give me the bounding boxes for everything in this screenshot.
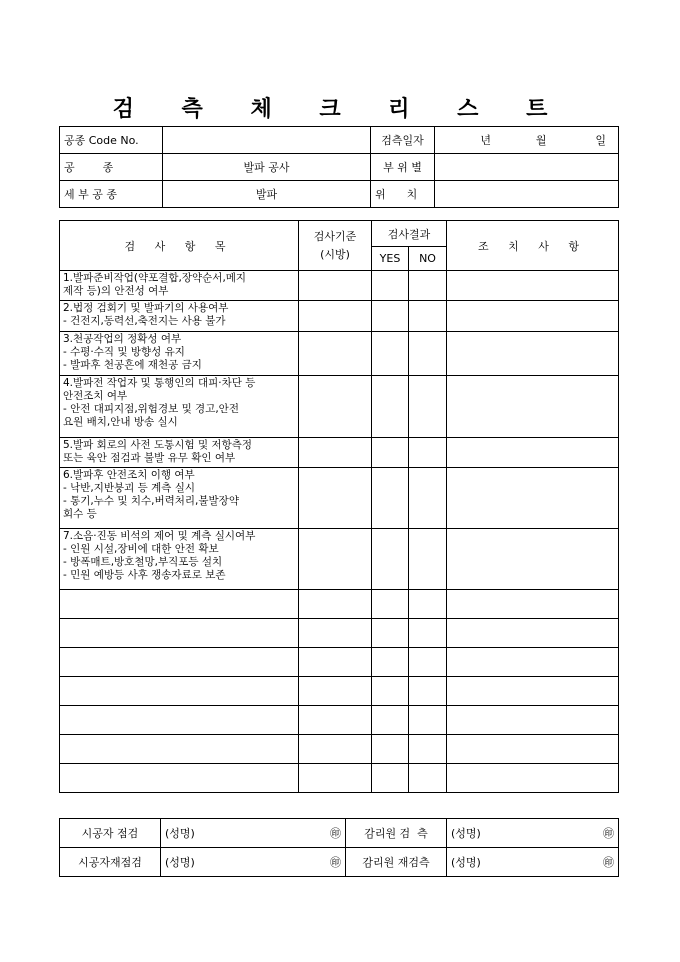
standard-header-label: 검사기준: [313, 229, 357, 243]
date-label: 검측일자: [371, 127, 435, 154]
check-item-7: 7.소음·진동 비석의 제어 및 계측 실시여부 - 인원 시설,장비에 대한 안전 확보 - 방폭매트,방호철망,부직포등 설치 - 민원 예방등 사후 쟁송자료로 보존: [60, 529, 299, 590]
blank-standard[interactable]: [299, 590, 372, 619]
month-label: 월: [535, 134, 547, 147]
blank-row: [60, 677, 619, 706]
check-standard-6[interactable]: [299, 468, 372, 529]
subtype-label: 세 부 공 종: [60, 181, 163, 208]
blank-yes[interactable]: [372, 648, 409, 677]
blank-action[interactable]: [447, 735, 619, 764]
standard-header: [299, 221, 372, 271]
check-item-4: 4.발파전 작업자 및 통행인의 대피·차단 등 안전조치 여부 - 안전 대피지점,위험경보 및 경고,안전 요원 배치,안내 방송 실시: [60, 376, 299, 438]
check-action-1[interactable]: [447, 271, 619, 301]
check-row-6: [60, 468, 619, 529]
sign-row-check: [60, 819, 619, 848]
blank-row: [60, 619, 619, 648]
result-header: 검사결과: [372, 221, 447, 247]
check-action-2[interactable]: [447, 301, 619, 332]
blank-no[interactable]: [409, 619, 447, 648]
blank-standard[interactable]: [299, 648, 372, 677]
blank-no[interactable]: [409, 735, 447, 764]
supervisor-check-label: 감리원 검 측: [346, 819, 447, 848]
check-no-6[interactable]: [409, 468, 447, 529]
subtype-value[interactable]: 발파: [163, 181, 371, 208]
blank-yes[interactable]: [372, 677, 409, 706]
check-action-7[interactable]: [447, 529, 619, 590]
checklist-header-row: [60, 221, 619, 247]
check-no-2[interactable]: [409, 301, 447, 332]
item-header: 검 사 항 목: [60, 221, 299, 271]
name-label: (성명): [451, 856, 481, 869]
check-standard-7[interactable]: [299, 529, 372, 590]
contractor-recheck-label: 시공자재점검: [60, 848, 161, 877]
blank-standard[interactable]: [299, 764, 372, 793]
check-item-6: 6.발파후 안전조치 이행 여부 - 낙반,지반붕괴 등 계측 실시 - 통기,누수 및 치수,버력처리,불발장약 회수 등: [60, 468, 299, 529]
check-no-1[interactable]: [409, 271, 447, 301]
check-yes-6[interactable]: [372, 468, 409, 529]
check-no-3[interactable]: [409, 332, 447, 376]
blank-row: [60, 706, 619, 735]
blank-item[interactable]: [60, 735, 299, 764]
date-value[interactable]: [435, 127, 619, 154]
seal-icon: ㊞: [330, 827, 341, 840]
info-row-code: [60, 127, 619, 154]
check-action-4[interactable]: [447, 376, 619, 438]
check-item-2: 2.법정 검회기 및 발파기의 사용여부 - 건전지,동력선,축전지는 사용 불가: [60, 301, 299, 332]
check-standard-4[interactable]: [299, 376, 372, 438]
check-no-4[interactable]: [409, 376, 447, 438]
yes-header: YES: [372, 247, 409, 271]
blank-yes[interactable]: [372, 764, 409, 793]
check-standard-2[interactable]: [299, 301, 372, 332]
check-yes-2[interactable]: [372, 301, 409, 332]
action-header: 조 치 사 항: [447, 221, 619, 271]
blank-standard[interactable]: [299, 619, 372, 648]
blank-item[interactable]: [60, 619, 299, 648]
blank-action[interactable]: [447, 677, 619, 706]
check-item-3: 3.천공작업의 정확성 여부 - 수평·수직 및 방향성 유지 - 발파후 천공흔에 재천공 금지: [60, 332, 299, 376]
check-yes-1[interactable]: [372, 271, 409, 301]
check-action-5[interactable]: [447, 438, 619, 468]
blank-standard[interactable]: [299, 677, 372, 706]
blank-standard[interactable]: [299, 735, 372, 764]
name-label: (성명): [451, 827, 481, 840]
info-row-subtype: [60, 181, 619, 208]
seal-icon: ㊞: [330, 856, 341, 869]
blank-action[interactable]: [447, 590, 619, 619]
check-item-5: 5.발파 회로의 사전 도통시험 및 저항측정 또는 육안 점검과 불발 유무 확인 여부: [60, 438, 299, 468]
blank-item[interactable]: [60, 590, 299, 619]
type-value[interactable]: 발파 공사: [163, 154, 371, 181]
blank-no[interactable]: [409, 648, 447, 677]
check-yes-5[interactable]: [372, 438, 409, 468]
blank-yes[interactable]: [372, 735, 409, 764]
blank-item[interactable]: [60, 764, 299, 793]
no-header: NO: [409, 247, 447, 271]
check-action-6[interactable]: [447, 468, 619, 529]
blank-no[interactable]: [409, 590, 447, 619]
code-value[interactable]: [163, 127, 371, 154]
location-label: 위 치: [371, 181, 435, 208]
info-table: [59, 126, 619, 208]
check-standard-5[interactable]: [299, 438, 372, 468]
blank-action[interactable]: [447, 706, 619, 735]
part-label: 부 위 별: [371, 154, 435, 181]
check-row-5: [60, 438, 619, 468]
part-value[interactable]: [435, 154, 619, 181]
blank-yes[interactable]: [372, 706, 409, 735]
blank-item[interactable]: [60, 677, 299, 706]
day-label: 일: [595, 134, 606, 147]
check-row-2: [60, 301, 619, 332]
check-row-7: [60, 529, 619, 590]
blank-no[interactable]: [409, 677, 447, 706]
seal-icon: ㊞: [603, 856, 614, 869]
signature-table: [59, 818, 619, 877]
blank-standard[interactable]: [299, 706, 372, 735]
contractor-check-name[interactable]: [161, 819, 346, 848]
check-row-4: [60, 376, 619, 438]
blank-action[interactable]: [447, 764, 619, 793]
check-row-3: [60, 332, 619, 376]
check-yes-4[interactable]: [372, 376, 409, 438]
contractor-recheck-name[interactable]: [161, 848, 346, 877]
blank-row: [60, 648, 619, 677]
check-no-7[interactable]: [409, 529, 447, 590]
standard-header-sub: (시방): [320, 247, 350, 261]
blank-no[interactable]: [409, 706, 447, 735]
contractor-check-label: 시공자 점검: [60, 819, 161, 848]
year-label: 년: [480, 134, 491, 147]
check-no-5[interactable]: [409, 438, 447, 468]
seal-icon: ㊞: [603, 827, 614, 840]
type-label: 공 종: [60, 154, 163, 181]
supervisor-check-name[interactable]: [447, 819, 619, 848]
blank-yes[interactable]: [372, 619, 409, 648]
check-item-1: 1.발파준비작업(약포결합,장약순서,메지 제작 등)의 안전성 여부: [60, 271, 299, 301]
name-label: (성명): [165, 856, 195, 869]
blank-row: [60, 735, 619, 764]
blank-action[interactable]: [447, 648, 619, 677]
blank-action[interactable]: [447, 619, 619, 648]
check-yes-7[interactable]: [372, 529, 409, 590]
location-value[interactable]: [435, 181, 619, 208]
check-standard-1[interactable]: [299, 271, 372, 301]
blank-no[interactable]: [409, 764, 447, 793]
blank-yes[interactable]: [372, 590, 409, 619]
check-action-3[interactable]: [447, 332, 619, 376]
code-label: 공종 Code No.: [60, 127, 163, 154]
check-standard-3[interactable]: [299, 332, 372, 376]
supervisor-recheck-name[interactable]: [447, 848, 619, 877]
blank-item[interactable]: [60, 648, 299, 677]
check-row-1: [60, 271, 619, 301]
supervisor-recheck-label: 감리원 재검측: [346, 848, 447, 877]
check-yes-3[interactable]: [372, 332, 409, 376]
blank-row: [60, 590, 619, 619]
info-row-type: [60, 154, 619, 181]
checklist-table: [59, 220, 619, 793]
name-label: (성명): [165, 827, 195, 840]
page-title: 검 측 체 크 리 스 트: [112, 96, 568, 122]
blank-item[interactable]: [60, 706, 299, 735]
sign-row-recheck: [60, 848, 619, 877]
blank-row: [60, 764, 619, 793]
